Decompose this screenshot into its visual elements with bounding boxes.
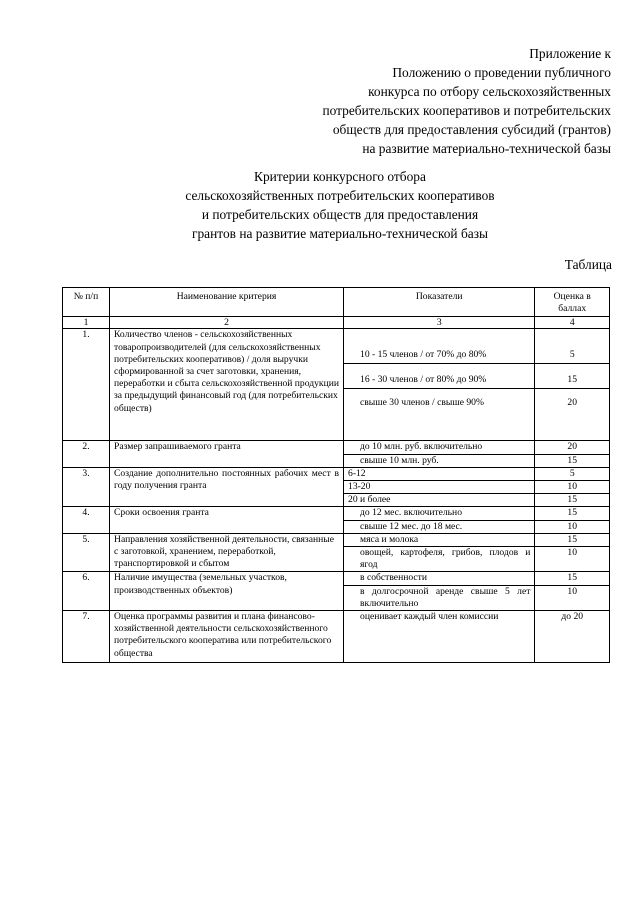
indicator-cell: свыше 12 мес. до 18 мес.	[344, 520, 535, 533]
appendix-line: конкурса по отбору сельскохозяйственных	[368, 84, 611, 99]
table-row	[63, 467, 610, 480]
score-cell: 15	[535, 494, 610, 507]
indicator-cell: в собственности	[344, 572, 535, 585]
score-cell: 15	[535, 533, 610, 546]
title-line: грантов на развитие материально-технической базы	[191, 226, 488, 241]
score-cell: 15	[535, 454, 610, 467]
criterion-cell: Сроки освоения гранта	[110, 507, 344, 533]
indicator-cell	[344, 547, 535, 572]
table-row	[63, 572, 610, 585]
table-row	[63, 329, 610, 364]
header-num: № п/п	[63, 288, 110, 317]
score-cell: 5	[535, 329, 610, 364]
column-number: 2	[110, 317, 344, 329]
appendix-line: обществ для предоставления субсидий (грантов)	[332, 122, 611, 137]
row-number: 7.	[63, 611, 110, 663]
indicator-cell: 10 - 15 членов / от 70% до 80%	[344, 329, 535, 364]
score-cell: 10	[535, 547, 610, 572]
score-cell: 20	[535, 441, 610, 454]
title-line: и потребительских обществ для предоставления	[201, 207, 479, 222]
title-line: сельскохозяйственных потребительских кооперативов	[185, 188, 495, 203]
score-cell: 10	[535, 585, 610, 610]
score-cell: 15	[535, 364, 610, 389]
table-row	[63, 533, 610, 546]
column-number: 1	[63, 317, 110, 329]
score-cell: 10	[535, 520, 610, 533]
header-score: Оценка в баллах	[535, 288, 610, 317]
table-header-row	[63, 288, 610, 317]
column-number: 3	[344, 317, 535, 329]
row-number: 6.	[63, 572, 110, 611]
appendix-line: Положению о проведении публичного	[392, 65, 611, 80]
indicator-cell: до 12 мес. включительно	[344, 507, 535, 520]
score-cell: до 20	[535, 611, 610, 663]
criterion-cell: Оценка программы развития и плана финансово-хозяйственной деятельности сельскохозяйственного потребительского кооператива или потребительского общества	[110, 611, 344, 663]
appendix-header	[211, 44, 611, 158]
criteria-table	[62, 287, 610, 663]
column-number-row	[63, 317, 610, 329]
table-row	[63, 611, 610, 663]
indicator-cell: 20 и более	[344, 494, 535, 507]
indicator-cell: 16 - 30 членов / от 80% до 90%	[344, 364, 535, 389]
indicator-cell: свыше 30 членов / свыше 90%	[344, 389, 535, 441]
table-row	[63, 507, 610, 520]
appendix-line: потребительских кооперативов и потребительских	[322, 103, 611, 118]
appendix-line: на развитие материально-технической базы	[362, 141, 611, 156]
criterion-cell: Наличие имущества (земельных участков, производственных объектов)	[110, 572, 344, 611]
criterion-text: Создание дополнительно постоянных рабочих мест в году получения гранта	[114, 467, 340, 492]
row-number: 1.	[63, 329, 110, 441]
header-criterion: Наименование критерия	[110, 288, 344, 317]
indicator-cell: 6-12	[344, 467, 535, 480]
row-number: 2.	[63, 441, 110, 467]
score-cell: 20	[535, 389, 610, 441]
indicator-cell	[344, 585, 535, 610]
criterion-cell: Направления хозяйственной деятельности, связанные с заготовкой, хранением, переработкой, транспортировкой и сбытом	[110, 533, 344, 572]
indicator-text: в долгосрочной аренде свыше 5 лет включительно	[360, 585, 531, 609]
score-cell: 5	[535, 467, 610, 480]
indicator-cell: 13-20	[344, 481, 535, 494]
indicator-cell	[344, 611, 535, 663]
row-number: 4.	[63, 507, 110, 533]
score-cell: 15	[535, 507, 610, 520]
indicator-cell: мяса и молока	[344, 533, 535, 546]
score-cell: 10	[535, 481, 610, 494]
document-title	[120, 167, 560, 243]
header-indicators: Показатели	[344, 288, 535, 317]
criterion-cell	[110, 467, 344, 507]
indicator-text: овощей, картофеля, грибов, плодов и ягод	[360, 547, 531, 571]
table-caption: Таблица	[564, 257, 612, 272]
table-row	[63, 441, 610, 454]
title-line: Критерии конкурсного отбора	[254, 169, 426, 184]
indicator-text: оценивает каждый член комиссии	[360, 611, 499, 623]
criterion-cell: Размер запрашиваемого гранта	[110, 441, 344, 467]
column-number: 4	[535, 317, 610, 329]
score-cell: 15	[535, 572, 610, 585]
row-number: 3.	[63, 467, 110, 507]
appendix-line: Приложение к	[529, 46, 611, 61]
indicator-cell: свыше 10 млн. руб.	[344, 454, 535, 467]
indicator-cell: до 10 млн. руб. включительно	[344, 441, 535, 454]
row-number: 5.	[63, 533, 110, 572]
criterion-cell: Количество членов - сельскохозяйственных товаропроизводителей (для сельскохозяйственных потребительских кооперативов) / доля выручки сформированной за счет заготовки, хранения, переработки и сбыта сельскохозяйственной продукции за предыдущий финансовый год (для потребительских обществ)	[110, 329, 344, 441]
